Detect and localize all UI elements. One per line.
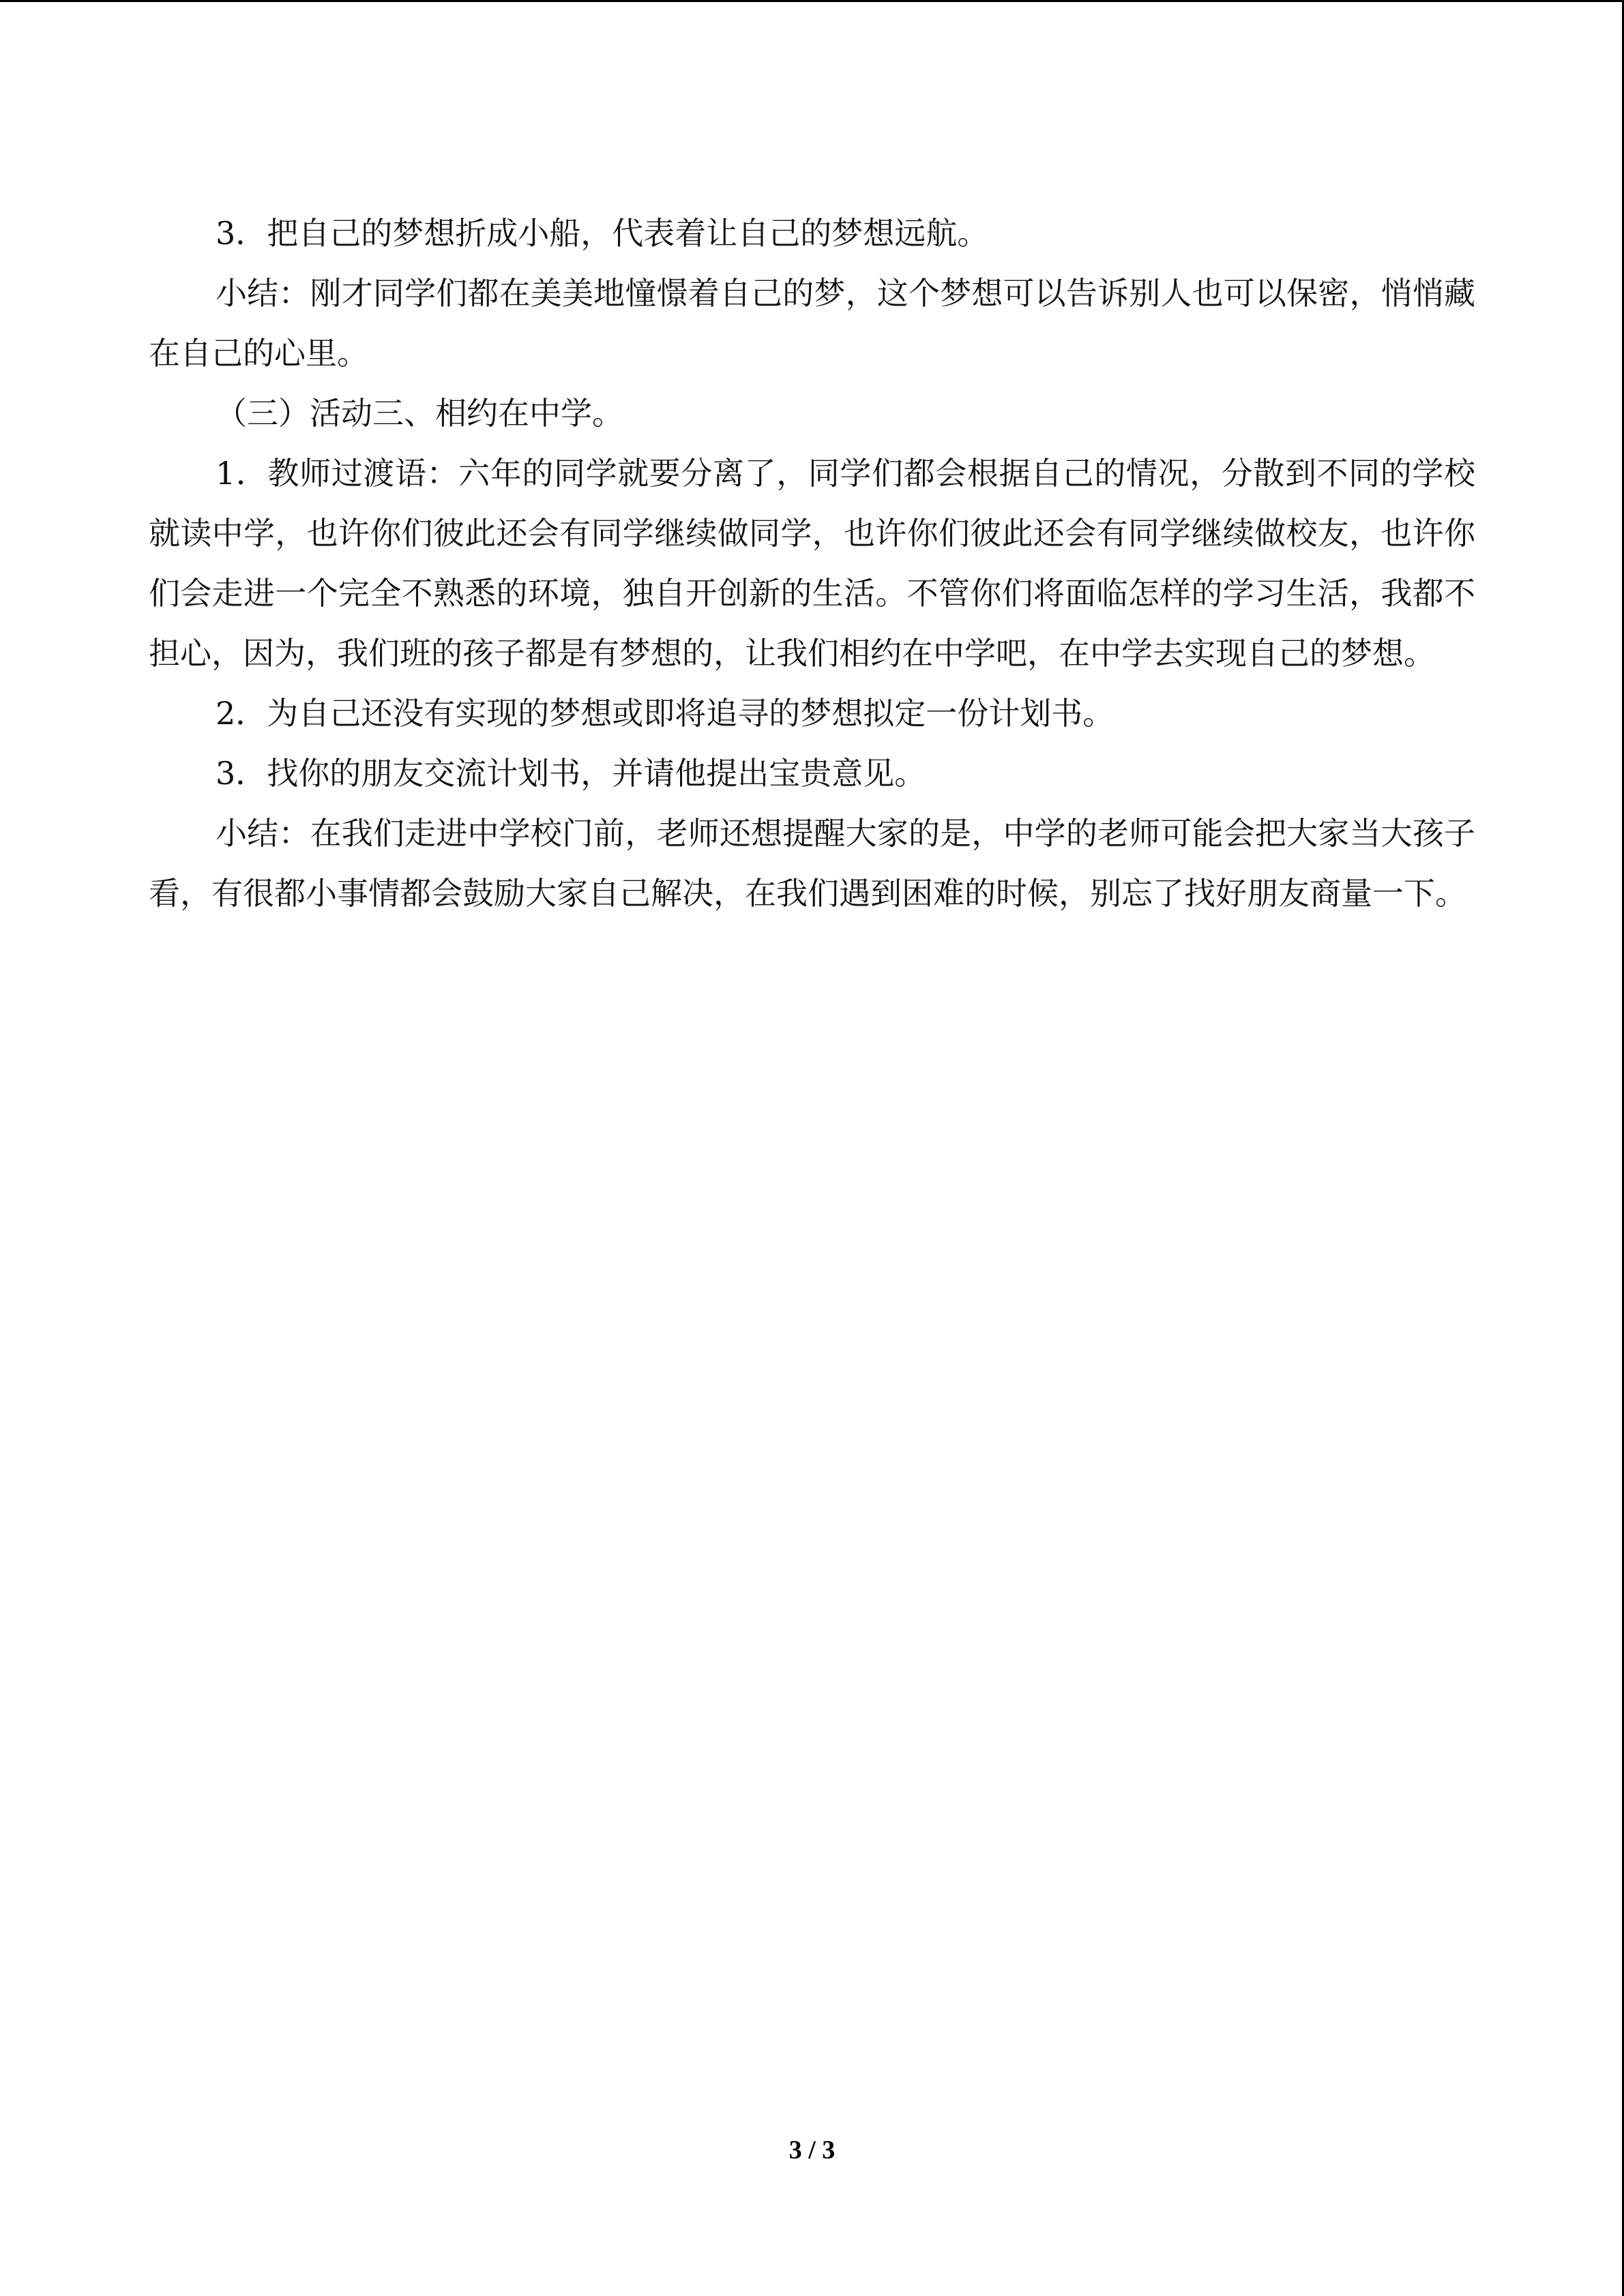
paragraph-teacher-transition: 1．教师过渡语：六年的同学就要分离了，同学们都会根据自己的情况，分散到不同的学校就读中学，也许你们彼此还会有同学继续做同学，也许你们彼此还会有同学继续做校友，也许你们会走进一个完全不熟悉的环境，独自开创新的生活。不管你们将面临怎样的学习生活，我都不担心，因为，我们班的孩子都是有梦想的，让我们相约在中学吧，在中学去实现自己的梦想。 — [149, 455, 1475, 672]
paragraph-summary-dream: 小结：刚才同学们都在美美地憧憬着自己的梦，这个梦想可以告诉别人也可以保密，悄悄藏在自己的心里。 — [149, 275, 1475, 372]
paragraph-step-3-boat: 3．把自己的梦想折成小船，代表着让自己的梦想远航。 — [216, 215, 989, 252]
paragraph-step-2-plan: 2．为自己还没有实现的梦想或即将追寻的梦想拟定一份计划书。 — [216, 695, 1114, 732]
document-body — [149, 203, 1475, 923]
paragraph-summary-middle-school: 小结：在我们走进中学校门前，老师还想提醒大家的是，中学的老师可能会把大家当大孩子看，有很都小事情都会鼓励大家自己解决，在我们遇到困难的时候，别忘了找好朋友商量一下。 — [149, 815, 1475, 912]
paragraph-activity-three-heading: （三）活动三、相约在中学。 — [216, 395, 623, 432]
page-number: 3 / 3 — [788, 2136, 836, 2164]
paragraph-step-3-exchange: 3．找你的朋友交流计划书，并请他提出宝贵意见。 — [216, 755, 926, 792]
